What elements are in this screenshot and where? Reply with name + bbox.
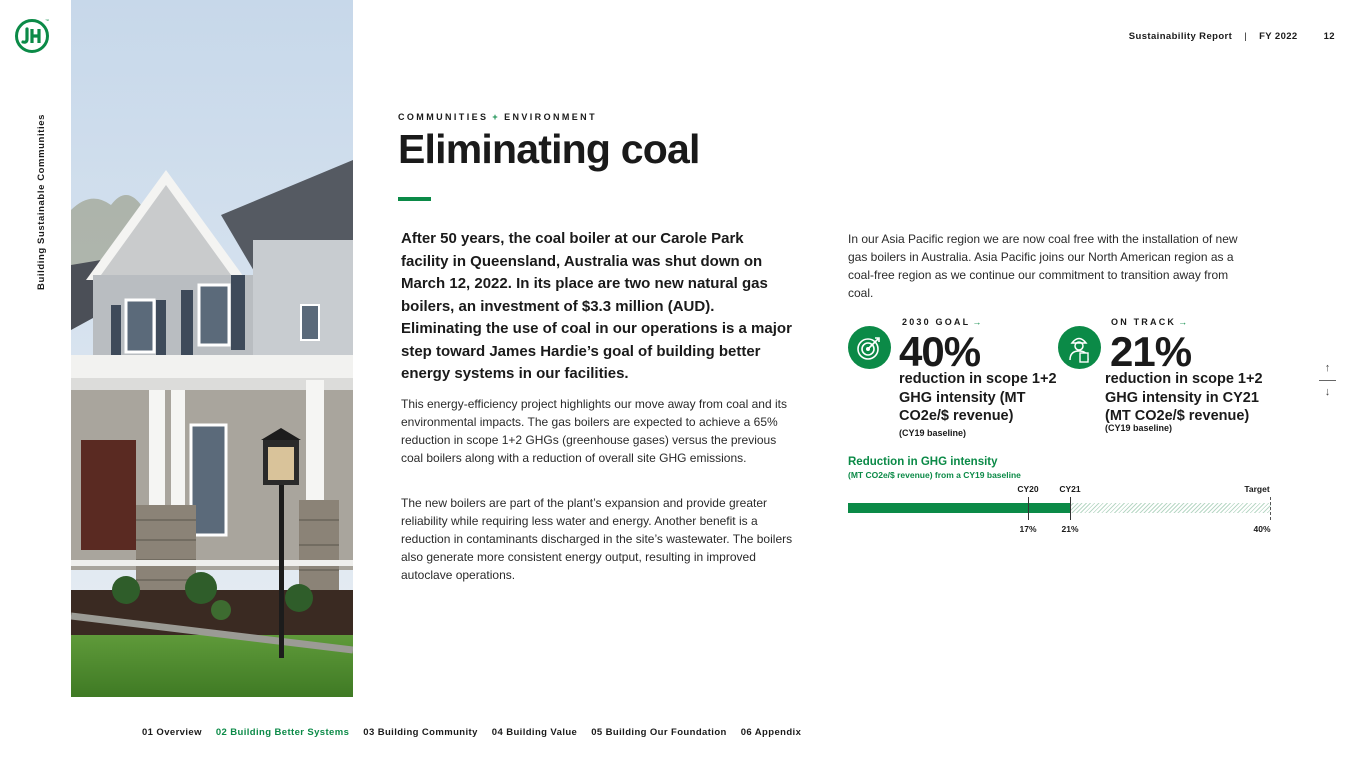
progress-track [848,503,1271,513]
body-paragraph-2: The new boilers are part of the plant’s expansion and provide greater reliability while requiring less water and energy. Another benefit is a reduction in contaminants discharged in the site’s wastewater. The boilers also generate more consistent energy output, resulting in improved autoclave operations. [401,496,793,582]
page-scroll-nav [1319,362,1336,398]
lede-paragraph: After 50 years, the coal boiler at our Carole Park facility in Queensland, Australia was shut down on March 12, 2022. In its place are two new natural gas boilers, an investment of $3.3 million (AUD). Eliminating the use of coal in our operations is a major step toward James Hardie’s goal of building better energy systems in our facilities. [401,230,792,382]
progress-marker-value: 21% [1061,524,1079,534]
eyebrow-plus: + [492,112,501,122]
arrow-right-icon: → [1178,317,1188,327]
eyebrow-left: COMMUNITIES [398,112,489,122]
james-hardie-logo[interactable] [15,19,49,53]
scroll-divider [1319,380,1336,381]
stat-1-note: (CY19 baseline) [899,428,967,438]
stat-2-description: reduction in scope 1+2 GHG intensity in CY21 (MT CO2e/$ revenue) [1105,371,1263,424]
progress-subtitle: (MT CO2e/$ revenue) from a CY19 baseline [848,470,1021,480]
header-separator: | [1244,31,1248,42]
progress-fill [848,503,1070,513]
stat-2-note: (CY19 baseline) [1105,423,1173,433]
worker-icon [1058,326,1101,369]
stat-1-label: 2030 GOAL → [902,317,982,327]
nav-item-building-community[interactable]: 03 Building Community [363,727,478,738]
section-side-label: Building Sustainable Communities [36,114,47,290]
logo-mark-icon [18,22,46,50]
progress-marker-tick [1070,497,1071,520]
report-name: Sustainability Report [1128,31,1233,42]
house-photo [71,0,353,697]
progress-marker-tick [1028,497,1029,520]
progress-marker-label: CY21 [1059,484,1081,494]
nav-item-building-our-foundation[interactable]: 05 Building Our Foundation [591,727,727,738]
title-underline [398,197,431,201]
progress-marker-label: Target [1244,484,1270,494]
nav-item-overview[interactable]: 01 Overview [142,727,202,738]
stat-1-description: reduction in scope 1+2 GHG intensity (MT CO2e/$ revenue) [899,371,1057,424]
nav-item-building-better-systems[interactable]: 02 Building Better Systems [215,727,350,738]
report-year: FY 2022 [1259,31,1298,42]
stat-2-label: ON TRACK → [1111,317,1188,327]
progress-marker-value: 40% [1253,524,1271,534]
progress-marker-label: CY20 [1017,484,1039,494]
intro-paragraph: In our Asia Pacific region we are now coal free with the installation of new gas boilers in Australia. Asia Pacific joins our North American region as a coal-free region as we continue our commitment to transition away from coal. [848,232,1238,300]
arrow-down-icon[interactable]: ↓ [1324,386,1331,398]
arrow-right-icon: → [972,317,982,327]
page-number: 12 [1323,31,1335,42]
section-eyebrow [398,112,597,122]
nav-item-appendix[interactable]: 06 Appendix [740,727,802,738]
stat-2-value: 21% [1110,328,1192,375]
progress-title: Reduction in GHG intensity [848,456,998,468]
trademark-mark: ™ [45,18,49,23]
section-nav [142,727,801,738]
report-header [1129,31,1335,42]
progress-marker-tick [1270,497,1271,520]
progress-marker-value: 17% [1019,524,1037,534]
nav-item-building-value[interactable]: 04 Building Value [491,727,578,738]
eyebrow-right: ENVIRONMENT [504,112,597,122]
page-title: Eliminating coal [398,126,700,172]
stat-1-value: 40% [899,328,981,375]
target-icon [848,326,891,369]
body-paragraph-1: This energy-efficiency project highlights our move away from coal and its environmental impacts. The gas boilers are expected to achieve a 65% reduction in scope 1+2 GHGs (greenhouse gases) versus the previous coal boilers along with a reduction of overall site GHG emissions. [401,397,787,465]
arrow-up-icon[interactable]: ↑ [1324,362,1331,374]
